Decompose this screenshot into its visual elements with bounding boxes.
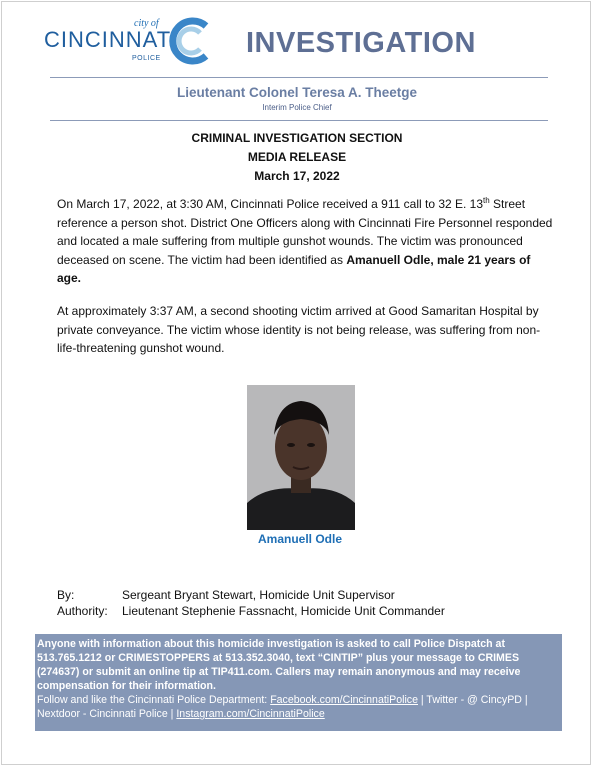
p1-text-b: Street reference a person shot. District One Officers along with Cincinnati Fire Personnel responded and located a male suffering from multiple gunshot wounds. The victim was pronounced deceased on scene. The victim had been identified as (57, 197, 553, 267)
cincinnati-police-logo (44, 14, 214, 70)
follow-text: Follow and like the Cincinnati Police Department: (37, 694, 271, 706)
logo-city-name: CINCINNATI (44, 27, 179, 52)
authority-label: Authority: (57, 604, 108, 618)
authority-value: Lieutenant Stephenie Fassnacht, Homicide Unit Commander (122, 604, 445, 618)
tip-info-box (35, 634, 562, 731)
logo-city-of: city of (134, 18, 159, 29)
logo-c-mark-icon (166, 16, 214, 66)
chief-name: Lieutenant Colonel Teresa A. Theetge (176, 85, 418, 100)
victim-identity: Amanuell Odle, male 21 years of age. (57, 252, 531, 285)
instagram-link[interactable]: Instagram.com/CincinnatiPolice (176, 708, 325, 720)
header-divider-bottom (50, 120, 548, 121)
p1-superscript: th (483, 196, 490, 205)
victim-photo (247, 385, 355, 530)
social-follow (37, 693, 560, 721)
release-date: March 17, 2022 (254, 169, 340, 183)
body-paragraph-1 (57, 195, 557, 288)
page-title: INVESTIGATION (246, 27, 476, 59)
tip-notice: Anyone with information about this homicide investigation is asked to call Police Dispatch at 513.765.1212 or CRIMESTOPPERS at 513.352.3040, text “CINTIP” plus your message to CRIMES (274637) or submit an online tip at TIP411.com. Callers may remain anonymous and may receive compensation for their information. (37, 638, 521, 692)
header-divider-top (50, 77, 548, 78)
release-type: MEDIA RELEASE (247, 150, 347, 164)
by-value: Sergeant Bryant Stewart, Homicide Unit Supervisor (122, 588, 395, 602)
social-separator: | Twitter - @ CincyPD | Nextdoor - Cincinnati Police | (37, 694, 528, 720)
chief-title: Interim Police Chief (262, 103, 332, 112)
by-label: By: (57, 588, 75, 602)
signature-authority (57, 604, 445, 618)
facebook-link[interactable]: Facebook.com/CincinnatiPolice (270, 694, 418, 706)
logo-police: POLICE (132, 55, 161, 62)
release-section: CRIMINAL INVESTIGATION SECTION (191, 131, 403, 145)
photo-caption: Amanuell Odle (257, 532, 343, 546)
release-heading (0, 129, 594, 186)
signature-by (57, 588, 395, 602)
p1-text-a: On March 17, 2022, at 3:30 AM, Cincinnati Police received a 911 call to 32 E. 13 (57, 197, 484, 211)
body-paragraph-2: At approximately 3:37 AM, a second shooting victim arrived at Good Samaritan Hospital by private conveyance. The victim whose identity is not being release, was suffering from non-life-threatening gunshot wound. (57, 304, 541, 355)
